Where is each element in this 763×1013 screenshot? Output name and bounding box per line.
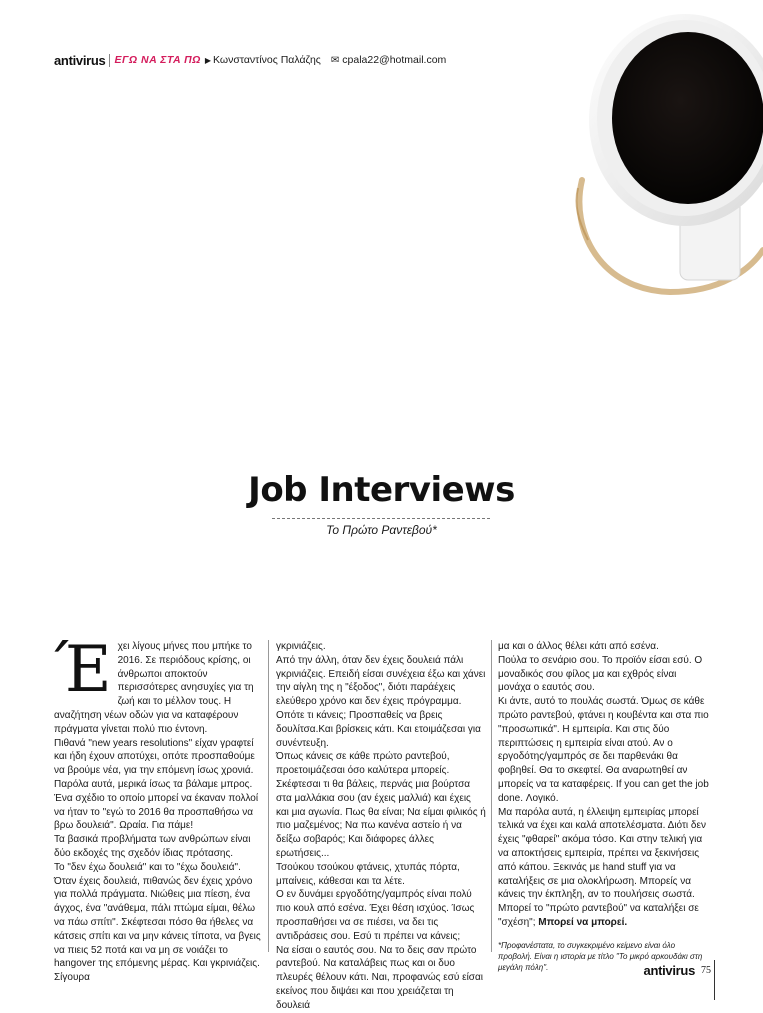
paragraph: Από την άλλη, όταν δεν έχεις δουλειά πάλι γκρινιάζεις. Επειδή είσαι συνέχεια έξω και χάνει την αίγλη της η "έξοδος", διότι παράέχεις ελεύθερο χρόνο και δεν έχεις πρόγραμμα. Οπότε τι κάνεις; Προσπαθείς να βρεις δουλίτσα.Και βρίσκεις κάτι. Και ετοιμάζεσαι για συνέντευξη. — [276, 654, 486, 749]
page-header — [54, 52, 446, 68]
page-number: 75 — [701, 965, 711, 976]
article-column-3 — [498, 640, 710, 973]
section-title: ΕΓΩ ΝΑ ΣΤΑ ΠΩ — [114, 54, 201, 66]
paragraph — [498, 902, 710, 930]
paragraph: Όπως κάνεις σε κάθε πρώτο ραντεβού, προετοιμάζεσαι όσο καλύτερα μπορείς. Σκέφτεσαι τι θα βάλεις, περνάς μια βούρτσα στα μαλλάκια σου (αν έχεις μαλλιά) και έχεις και μια αγωνία. Πως θα είναι; Να είμαι φιλικός ή πιο μαζεμένος; Να πω κανένα αστείο ή να δείξω σοβαρός; Και διάφορες άλλες ερωτήσεις... — [276, 751, 486, 859]
article-title: Job Interviews — [248, 470, 515, 510]
paragraph: Τα βασικά προβλήματα των ανθρώπων είναι δύο εκδοχές της σχεδόν ίδιας πρότασης. — [54, 834, 251, 859]
coffee-cup-illustration — [560, 0, 763, 300]
page-footer — [644, 963, 711, 978]
paragraph: Τσούκου τσούκου φτάνεις, χτυπάς πόρτα, μπαίνεις, κάθεσαι και τα λέτε. — [276, 861, 460, 887]
paragraph: Κι άντε, αυτό το πουλάς σωστά. Όμως σε κάθε πρώτο ραντεβού, φτάνει η κουβέντα και στα πιο "προσωπικά". Η εμπειρία. Και στις δύο περιπτώσεις η εμπειρία είναι ατού. Αν ο εργοδότης/γαμπρός σε δει παρθενάκι θα φοβηθεί. Θα το σκεφτεί. Θα αναρωτηθεί αν μπορείς να τα καταφέρεις. If you can get the job done. Λογικό. — [498, 696, 709, 804]
closing-answer: Μπορεί να μπορεί. — [538, 916, 628, 928]
drop-cap: Έ — [54, 633, 112, 707]
paragraph: Πούλα το σενάριο σου. Το προϊόν είσαι εσύ. Ο μοναδικός σου φίλος μα και εχθρός είναι μονάχα ο εαυτός σου. — [498, 654, 703, 694]
article-subtitle: Το Πρώτο Ραντεβού* — [326, 523, 437, 537]
author-name: Κωνσταντίνος Παλάζης — [213, 54, 321, 66]
paragraph: μα και ο άλλος θέλει κάτι από εσένα. — [498, 641, 659, 652]
paragraph: Να είσαι ο εαυτός σου. Να το δεις σαν πρώτο ραντεβού. Να καταλάβεις πως και οι δυο πλευρές θέλουν κάτι. Ναι, προφανώς εσύ είσαι εκείνος που διψάει και που χρειάζεται τη δουλειά — [276, 944, 483, 1011]
footer-rule — [714, 960, 715, 1000]
article-column-2 — [276, 640, 486, 1013]
column-divider — [268, 640, 269, 952]
paragraph: Το "δεν έχω δουλειά" και το "έχω δουλειά". — [54, 861, 241, 873]
author-email: cpala22@hotmail.com — [342, 54, 447, 66]
column-divider — [491, 640, 492, 952]
footer-logo: antivirus — [643, 963, 695, 978]
paragraph: Πιθανά "new years resolutions" είχαν γραφτεί και ήδη έχουν αποτύχει, οπότε προσπαθούμε να βρούμε νέα, για την επόμενη ίσως χρονιά. Παρόλα αυτά, μερικά ίσως τα βάλαμε μπρος. Ένα σχέδιο το οποίο μπορεί να έκαναν πολλοί να ήταν το "εγώ το 2016 θα προσπαθήσω να βρω δουλειά". Ωραία. Για πάμε! — [54, 737, 259, 832]
article-column-1 — [54, 633, 262, 985]
magazine-logo: antivirus — [54, 52, 106, 68]
paragraph: Όταν έχεις δουλειά, πιθανώς δεν έχεις χρόνο για πολλά πράγματα. Νιώθεις μια πίεση, ένα άγχος, ένα "ανάθεμα, πάλι πτώμα είμαι, θέλω να πάω σπίτι". Σκέφτεσαι πόσο θα ήθελες να κάτσεις σπίτι και να μην κάνεις τίποτα, να βγεις να πιεις 52 ποτά και να μη σε νοιάζει το hangover της επόμενης μέρας. Και γκρινιάζεις. Σίγουρα — [54, 875, 261, 984]
paragraph: Μα παρόλα αυτά, η έλλειψη εμπειρίας μπορεί τελικά να έχει και καλά αποτελέσματα. Διότι δεν έχεις "φθαρεί" ακόμα τόσο. Και στην τελική για να αποκτήσεις εμπειρία, πρέπει να ξεκινήσεις από κάπου. Ξεκινάς με hand stuff για να καταλήξεις σε μια ολοκλήρωση. Μπορείς να κάνεις την έκπληξη, αν το πουλήσεις σωστά. — [498, 806, 706, 901]
closing-question: Μπορεί το "πρώτο ραντεβού" να καταλήξει σε "σχέση"; — [498, 903, 699, 928]
paragraph: Ο εν δυνάμει εργοδότης/γαμπρός είναι πολύ πιο κουλ από εσένα. Έχει θέση ισχύος. Ίσως προσπαθήσει να σε πιέσει, να δει τις αντιδράσεις σου. Εσύ τι πρέπει να κάνεις; — [276, 889, 475, 942]
header-divider — [109, 54, 110, 67]
title-divider — [272, 518, 490, 519]
envelope-icon: ✉ — [330, 54, 340, 66]
paragraph: χει λίγους μήνες που μπήκε το 2016. Σε περιόδους κρίσης, οι άνθρωποι αποκτούν περισσότερες ανησυχίες για τη ζωή και το μέλλον τους. Η αναζήτηση νέων οδών για να καταφέρουν πράγματα γίνεται πολύ πιο έντονη. — [54, 641, 254, 735]
footnote: *Προφανέστατα, το συγκεκριμένο κείμενο είναι όλο προβολή. Είναι η ιστορία με τίτλο "Το μικρό αρκουδάκι στη μεγάλη πόλη". — [498, 940, 703, 972]
paragraph: γκρινιάζεις. — [276, 641, 326, 652]
triangle-right-icon: ▶ — [204, 55, 212, 65]
